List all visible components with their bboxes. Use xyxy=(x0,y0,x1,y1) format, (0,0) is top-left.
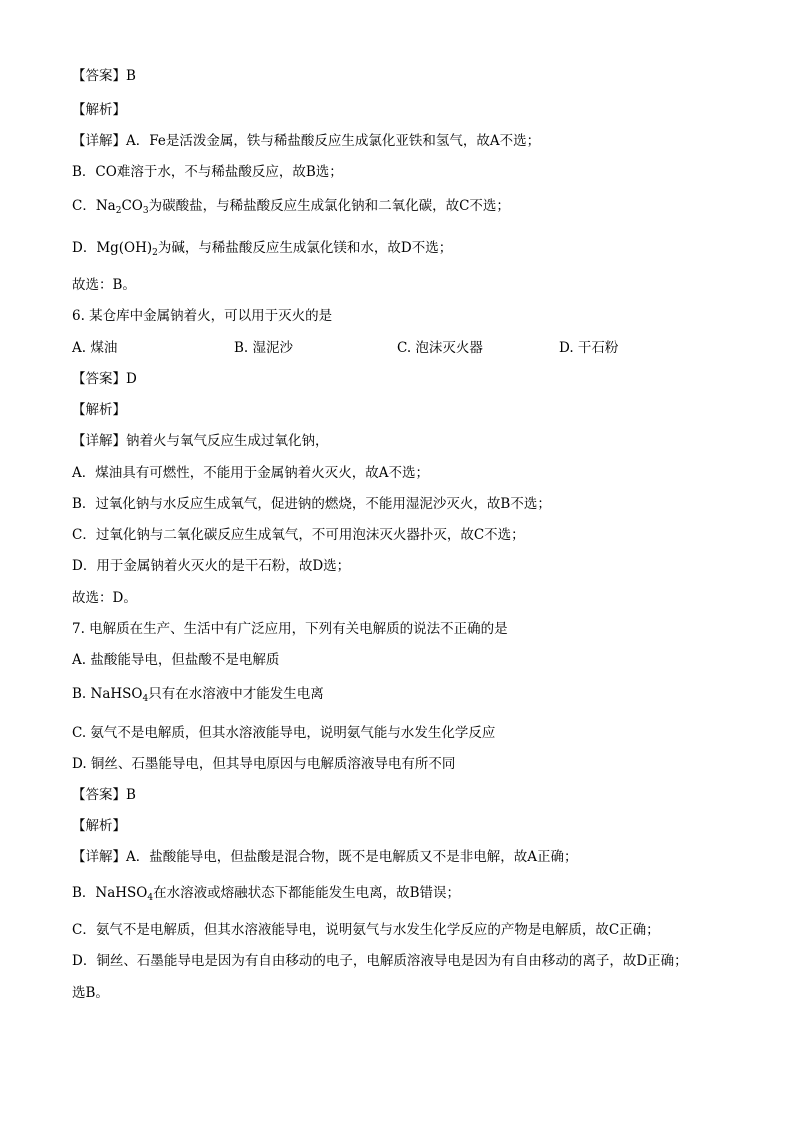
q6-analysis-tag: 【解析】 xyxy=(72,402,126,418)
q6-detail-d: D．用于金属钠着火灭火的是干石粉，故D选； xyxy=(72,558,351,574)
q6-detail-intro xyxy=(72,432,329,450)
formula-nahso4 xyxy=(91,686,149,702)
q6-question: 6. 某仓库中金属钠着火，可以用于灭火的是 xyxy=(72,308,333,324)
detail-b-prefix: B． xyxy=(72,885,96,901)
q7-question: 7. 电解质在生产、生活中有广泛应用，下列有关电解质的说法不正确的是 xyxy=(72,621,508,637)
answer-value: B xyxy=(126,68,136,84)
formula-part: CO xyxy=(121,198,143,214)
option-b-text: 只有在水溶液中才能发生电离 xyxy=(148,686,324,702)
q5-conclusion: 故选：B。 xyxy=(72,277,136,293)
q6-option-d: D. 干石粉 xyxy=(559,340,619,356)
formula-mgoh2 xyxy=(96,240,158,256)
q5-detail-a xyxy=(72,132,540,150)
q6-detail-a: A．煤油具有可燃性，不能用于金属钠着火灭火，故A不选； xyxy=(72,465,429,481)
q7-option-a: A. 盐酸能导电，但盐酸不是电解质 xyxy=(72,652,280,668)
detail-d-prefix: D． xyxy=(72,240,97,256)
q7-detail-b xyxy=(72,884,460,902)
detail-tag: 【详解】 xyxy=(72,133,126,149)
q5-analysis-tag: 【解析】 xyxy=(72,102,126,118)
formula-sub: 3 xyxy=(142,206,149,216)
formula-part: NaHSO xyxy=(90,686,143,702)
q7-conclusion: 选B。 xyxy=(72,985,109,1001)
q7-detail-c: C．氨气不是电解质，但其水溶液能导电，说明氨气与水发生化学反应的产物是电解质，故C正确； xyxy=(72,922,660,938)
detail-intro-text: 钠着火与氧气反应生成过氧化钠， xyxy=(126,433,329,449)
answer-tag: 【答案】 xyxy=(72,787,126,803)
q6-option-c: C. 泡沫灭火器 xyxy=(397,340,483,356)
q5-detail-b: B．CO难溶于水，不与稀盐酸反应，故B选； xyxy=(72,164,343,180)
q5-detail-d xyxy=(72,239,452,257)
q5-detail-c xyxy=(72,197,510,215)
option-b-prefix: B. xyxy=(72,686,91,702)
formula-sub: 2 xyxy=(152,248,158,258)
q7-analysis-tag: 【解析】 xyxy=(72,818,126,834)
q6-option-b: B. 湿泥沙 xyxy=(234,340,294,356)
answer-tag: 【答案】 xyxy=(72,371,126,387)
answer-tag: 【答案】 xyxy=(72,68,126,84)
detail-c-text: 为碳酸盐，与稀盐酸反应生成氯化钠和二氧化碳，故C不选； xyxy=(148,198,510,214)
q7-option-d: D. 铜丝、石墨能导电，但其导电原因与电解质溶液导电有所不同 xyxy=(72,756,456,772)
formula-part: Na xyxy=(95,198,116,214)
answer-value: D xyxy=(126,371,137,387)
formula-sub: 4 xyxy=(147,893,154,903)
q5-answer-line xyxy=(72,67,136,85)
detail-c-prefix: C． xyxy=(72,198,96,214)
q6-detail-c: C．过氧化钠与二氧化碳反应生成氧气，不可用泡沫灭火器扑灭，故C不选； xyxy=(72,527,525,543)
detail-a-text: A．盐酸能导电，但盐酸是混合物，既不是电解质又不是非电解，故A正确； xyxy=(126,849,578,865)
q6-option-a: A. 煤油 xyxy=(72,340,118,356)
q6-answer-line xyxy=(72,370,137,388)
formula-na2co3 xyxy=(96,198,149,214)
q7-option-c: C. 氨气不是电解质，但其水溶液能导电，说明氨气能与水发生化学反应 xyxy=(72,725,496,741)
formula-nahso4 xyxy=(95,885,153,901)
detail-d-text: 为碱，与稀盐酸反应生成氯化镁和水，故D不选； xyxy=(157,240,453,256)
q7-option-b xyxy=(72,685,324,703)
q6-detail-b: B．过氧化钠与水反应生成氧气，促进钠的燃烧，不能用湿泥沙灭火，故B不选； xyxy=(72,496,551,512)
detail-tag: 【详解】 xyxy=(72,849,126,865)
formula-part: Mg(OH) xyxy=(96,240,153,256)
q7-detail-d: D．铜丝、石墨能导电是因为有自由移动的电子，电解质溶液导电是因为有自由移动的离子，故D正确； xyxy=(72,953,688,969)
formula-sub: 4 xyxy=(142,694,149,704)
q7-detail-a xyxy=(72,848,578,866)
detail-b-text: 在水溶液或熔融状态下都能能发生电离，故B错误； xyxy=(153,885,461,901)
formula-sub: 2 xyxy=(115,206,122,216)
detail-a-text: A．Fe是活泼金属，铁与稀盐酸反应生成氯化亚铁和氢气，故A不选； xyxy=(126,133,541,149)
answer-value: B xyxy=(126,787,136,803)
q6-conclusion: 故选：D。 xyxy=(72,590,137,606)
detail-tag: 【详解】 xyxy=(72,433,126,449)
q7-answer-line xyxy=(72,786,136,804)
formula-part: NaHSO xyxy=(95,885,148,901)
